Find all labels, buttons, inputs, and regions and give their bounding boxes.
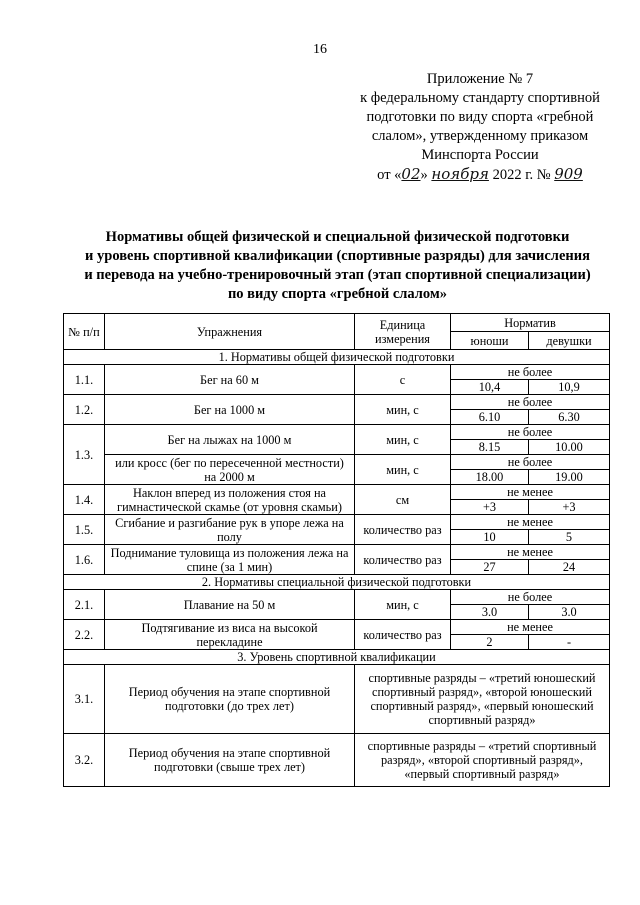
row-unit: количество раз bbox=[355, 515, 451, 545]
row-girls-value: 3.0 bbox=[529, 605, 610, 620]
row-condition: не более bbox=[451, 425, 610, 440]
row-exercise: Период обучения на этапе спортивной подготовки (до трех лет) bbox=[105, 665, 355, 734]
row-num: 3.2. bbox=[64, 734, 105, 787]
row-girls-value: 24 bbox=[529, 560, 610, 575]
header-norm: Норматив bbox=[451, 314, 610, 332]
document-title bbox=[60, 228, 615, 304]
row-exercise: Бег на 1000 м bbox=[105, 395, 355, 425]
date-mid: » bbox=[420, 167, 428, 183]
row-unit: мин, с bbox=[355, 455, 451, 485]
row-num: 1.5. bbox=[64, 515, 105, 545]
row-unit: мин, с bbox=[355, 395, 451, 425]
page-number: 16 bbox=[313, 42, 327, 57]
row-exercise: Период обучения на этапе спортивной подготовки (свыше трех лет) bbox=[105, 734, 355, 787]
appendix-line: Минспорта России bbox=[421, 147, 539, 163]
row-unit: количество раз bbox=[355, 620, 451, 650]
header-unit: Единица измерения bbox=[355, 314, 451, 350]
row-girls-value: 6.30 bbox=[529, 410, 610, 425]
row-condition: не более bbox=[451, 365, 610, 380]
row-girls-value: 19.00 bbox=[529, 470, 610, 485]
row-exercise: Бег на 60 м bbox=[105, 365, 355, 395]
row-qualification: спортивные разряды – «третий юношеский спортивный разряд», «второй юношеский спортивный разряд», «первый юношеский спортивный разряд» bbox=[355, 665, 610, 734]
norms-table bbox=[63, 313, 610, 787]
date-day: 02 bbox=[401, 165, 421, 183]
title-line: и уровень спортивной квалификации (спортивные разряды) для зачисления bbox=[85, 248, 590, 264]
header-exercise: Упражнения bbox=[105, 314, 355, 350]
row-boys-value: 3.0 bbox=[451, 605, 529, 620]
row-num: 1.2. bbox=[64, 395, 105, 425]
title-line: Нормативы общей физической и специальной физической подготовки bbox=[105, 229, 570, 245]
row-boys-value: +3 bbox=[451, 500, 529, 515]
row-girls-value: 10.00 bbox=[529, 440, 610, 455]
date-prefix: от « bbox=[377, 167, 402, 183]
row-condition: не менее bbox=[451, 620, 610, 635]
row-exercise: Поднимание туловища из положения лежа на спине (за 1 мин) bbox=[105, 545, 355, 575]
appendix-line: подготовки по виду спорта «гребной bbox=[366, 109, 594, 125]
row-num: 2.1. bbox=[64, 590, 105, 620]
row-unit: количество раз bbox=[355, 545, 451, 575]
row-condition: не менее bbox=[451, 515, 610, 530]
row-boys-value: 27 bbox=[451, 560, 529, 575]
date-year: 2022 г. № bbox=[492, 167, 551, 183]
appendix-line: Приложение № 7 bbox=[426, 71, 534, 87]
row-exercise: или кросс (бег по пересеченной местности) на 2000 м bbox=[105, 455, 355, 485]
row-girls-value: +3 bbox=[529, 500, 610, 515]
row-exercise: Плавание на 50 м bbox=[105, 590, 355, 620]
row-condition: не менее bbox=[451, 545, 610, 560]
row-unit: см bbox=[355, 485, 451, 515]
header-num: № п/п bbox=[64, 314, 105, 350]
row-num: 1.4. bbox=[64, 485, 105, 515]
row-condition: не более bbox=[451, 395, 610, 410]
row-num: 1.6. bbox=[64, 545, 105, 575]
row-boys-value: 10 bbox=[451, 530, 529, 545]
row-num: 3.1. bbox=[64, 665, 105, 734]
row-qualification: спортивные разряды – «третий спортивный разряд», «второй спортивный разряд», «первый спортивный разряд» bbox=[355, 734, 610, 787]
date-month: ноября bbox=[431, 165, 489, 183]
row-unit: мин, с bbox=[355, 425, 451, 455]
section-3-title: 3. Уровень спортивной квалификации bbox=[64, 650, 610, 665]
appendix-line: слалом», утвержденному приказом bbox=[371, 128, 589, 144]
row-exercise: Бег на лыжах на 1000 м bbox=[105, 425, 355, 455]
row-boys-value: 18.00 bbox=[451, 470, 529, 485]
row-unit: мин, с bbox=[355, 590, 451, 620]
row-num: 2.2. bbox=[64, 620, 105, 650]
row-unit: с bbox=[355, 365, 451, 395]
row-girls-value: 10,9 bbox=[529, 380, 610, 395]
row-girls-value: - bbox=[529, 635, 610, 650]
row-condition: не более bbox=[451, 590, 610, 605]
row-exercise: Наклон вперед из положения стоя на гимнастической скамье (от уровня скамьи) bbox=[105, 485, 355, 515]
row-boys-value: 6.10 bbox=[451, 410, 529, 425]
row-boys-value: 8.15 bbox=[451, 440, 529, 455]
header-girls: девушки bbox=[529, 332, 610, 350]
row-num: 1.1. bbox=[64, 365, 105, 395]
row-exercise: Подтягивание из виса на высокой перекладине bbox=[105, 620, 355, 650]
section-1-title: 1. Нормативы общей физической подготовки bbox=[64, 350, 610, 365]
appendix-date-line bbox=[300, 165, 640, 185]
row-boys-value: 2 bbox=[451, 635, 529, 650]
section-2-title: 2. Нормативы специальной физической подготовки bbox=[64, 575, 610, 590]
header-boys: юноши bbox=[451, 332, 529, 350]
row-boys-value: 10,4 bbox=[451, 380, 529, 395]
title-line: и перевода на учебно-тренировочный этап (этап спортивной специализации) bbox=[84, 267, 591, 283]
appendix-line: к федеральному стандарту спортивной bbox=[360, 90, 600, 106]
row-condition: не менее bbox=[451, 485, 610, 500]
row-condition: не более bbox=[451, 455, 610, 470]
row-num: 1.3. bbox=[64, 425, 105, 485]
order-number: 909 bbox=[554, 165, 583, 183]
row-girls-value: 5 bbox=[529, 530, 610, 545]
appendix-header bbox=[300, 70, 640, 185]
title-line: по виду спорта «гребной слалом» bbox=[227, 286, 448, 302]
row-exercise: Сгибание и разгибание рук в упоре лежа на полу bbox=[105, 515, 355, 545]
